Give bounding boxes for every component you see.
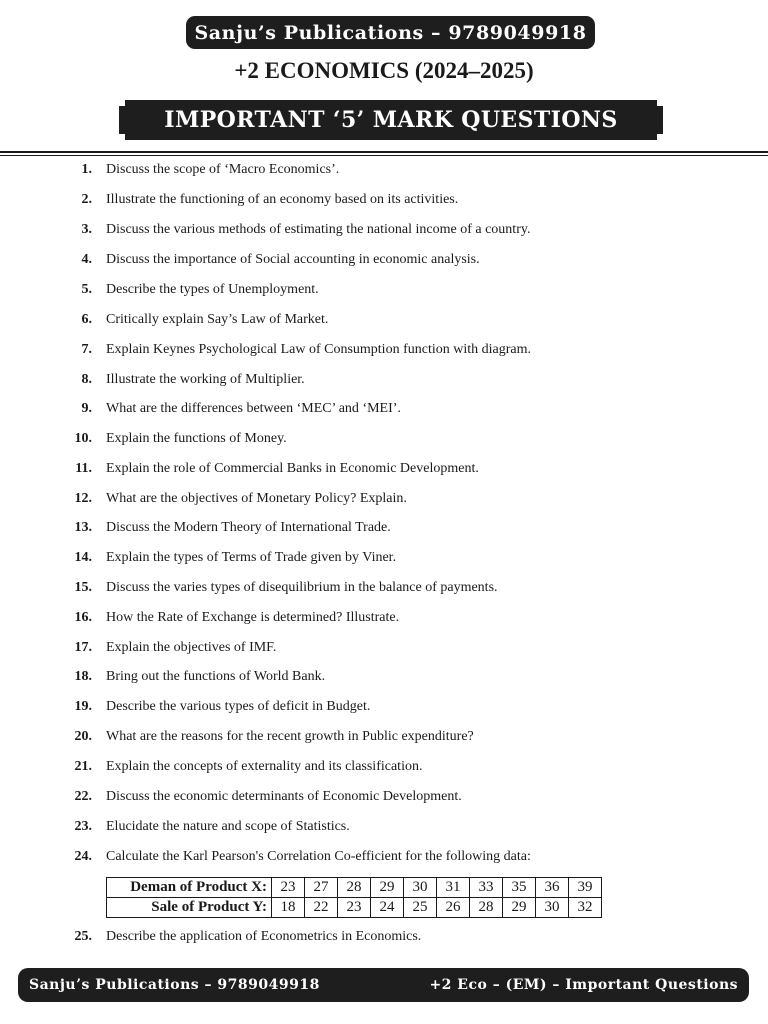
question-number: 11. [75,461,92,476]
question-text: Explain the role of Commercial Banks in Economic Development. [106,461,479,476]
banner-corner [657,100,663,106]
banner-corner [119,134,125,140]
question-number: 8. [81,372,92,387]
question-text: Discuss the importance of Social accounting in economic analysis. [106,252,480,267]
table-cell: 28 [470,898,503,918]
table-row [107,878,602,898]
question-item [0,457,768,481]
table-cell: 24 [371,898,404,918]
table-cell: 30 [536,898,569,918]
banner-corner [119,100,125,106]
question-text: Explain the objectives of IMF. [106,640,277,655]
question-item [0,158,768,182]
row-header: Deman of Product X: [107,878,272,898]
question-number: 20. [74,729,92,744]
question-item [0,368,768,392]
table-cell: 29 [371,878,404,898]
table-cell: 25 [404,898,437,918]
question-number: 19. [74,699,92,714]
table-cell: 32 [569,898,602,918]
question-item [0,188,768,212]
question-number: 21. [74,759,92,774]
question-text: How the Rate of Exchange is determined? Illustrate. [106,610,400,625]
divider [0,155,768,156]
question-item [0,755,768,779]
question-number: 17. [74,640,92,655]
question-number: 15. [74,580,92,595]
question-number: 9. [81,401,92,416]
question-item [0,725,768,749]
question-text: Describe the types of Unemployment. [106,282,319,297]
question-text: Describe the various types of deficit in Budget. [106,699,371,714]
question-text: Critically explain Say’s Law of Market. [106,312,329,327]
question-item [0,636,768,660]
table-cell: 22 [305,898,338,918]
banner-corner [657,134,663,140]
question-item [0,248,768,272]
question-number: 4. [81,252,92,267]
question-item [0,338,768,362]
table-cell: 23 [338,898,371,918]
correlation-data-table [106,877,602,918]
table-cell: 27 [305,878,338,898]
question-text: Explain Keynes Psychological Law of Consumption function with diagram. [106,342,531,357]
footer-title: +2 Eco – (EM) – Important Questions [429,977,738,993]
question-number: 10. [74,431,92,446]
question-text: Discuss the economic determinants of Economic Development. [106,789,462,804]
question-text: What are the reasons for the recent growth in Public expenditure? [106,729,474,744]
table-cell: 36 [536,878,569,898]
question-number: 14. [74,550,92,565]
table-cell: 31 [437,878,470,898]
question-item [0,576,768,600]
table-cell: 29 [503,898,536,918]
question-item [0,845,768,869]
question-number: 2. [81,192,92,207]
question-number: 7. [81,342,92,357]
divider [0,151,768,153]
question-item [0,546,768,570]
question-text: What are the differences between ‘MEC’ and ‘MEI’. [106,401,401,416]
footer-publisher: Sanju’s Publications – 9789049918 [29,977,320,993]
table-cell: 26 [437,898,470,918]
question-item [0,695,768,719]
table-cell: 39 [569,878,602,898]
banner-title: IMPORTANT ‘5’ MARK QUESTIONS [164,107,618,133]
question-text: Bring out the functions of World Bank. [106,669,326,684]
question-number: 12. [74,491,92,506]
table-cell: 28 [338,878,371,898]
question-item [0,815,768,839]
footer-bar [18,968,749,1002]
question-number: 5. [81,282,92,297]
question-item [0,516,768,540]
question-text: Discuss the Modern Theory of International Trade. [106,520,391,535]
question-number: 25. [74,929,92,944]
question-number: 13. [74,520,92,535]
question-text: Explain the concepts of externality and its classification. [106,759,423,774]
table-cell: 33 [470,878,503,898]
question-number: 18. [74,669,92,684]
question-number: 6. [81,312,92,327]
question-text: Explain the functions of Money. [106,431,287,446]
publisher-badge: Sanju’s Publications – 9789049918 [186,16,595,49]
question-text: Calculate the Karl Pearson's Correlation Co-efficient for the following data: [106,849,531,864]
row-header: Sale of Product Y: [107,898,272,918]
table-cell: 30 [404,878,437,898]
question-text: Describe the application of Econometrics in Economics. [106,929,422,944]
question-item [0,487,768,511]
question-text: Explain the types of Terms of Trade given by Viner. [106,550,397,565]
question-text: Illustrate the working of Multiplier. [106,372,305,387]
question-item [0,308,768,332]
question-text: Discuss the various methods of estimating the national income of a country. [106,222,531,237]
question-item [0,218,768,242]
question-item [0,278,768,302]
question-text: Elucidate the nature and scope of Statistics. [106,819,350,834]
question-item [0,397,768,421]
question-text: Illustrate the functioning of an economy based on its activities. [106,192,459,207]
question-number: 23. [74,819,92,834]
table-cell: 35 [503,878,536,898]
question-text: Discuss the scope of ‘Macro Economics’. [106,162,340,177]
question-number: 22. [74,789,92,804]
table-row [107,898,602,918]
question-item [0,606,768,630]
question-item [0,925,768,949]
question-item [0,665,768,689]
table-cell: 18 [272,898,305,918]
table-cell: 23 [272,878,305,898]
question-number: 24. [74,849,92,864]
question-item [0,427,768,451]
question-item [0,785,768,809]
question-number: 3. [81,222,92,237]
question-text: Discuss the varies types of disequilibrium in the balance of payments. [106,580,498,595]
question-text: What are the objectives of Monetary Policy? Explain. [106,491,407,506]
section-banner [119,100,663,140]
subject-title: +2 ECONOMICS (2024–2025) [234,58,534,83]
question-number: 16. [74,610,92,625]
question-number: 1. [81,162,92,177]
